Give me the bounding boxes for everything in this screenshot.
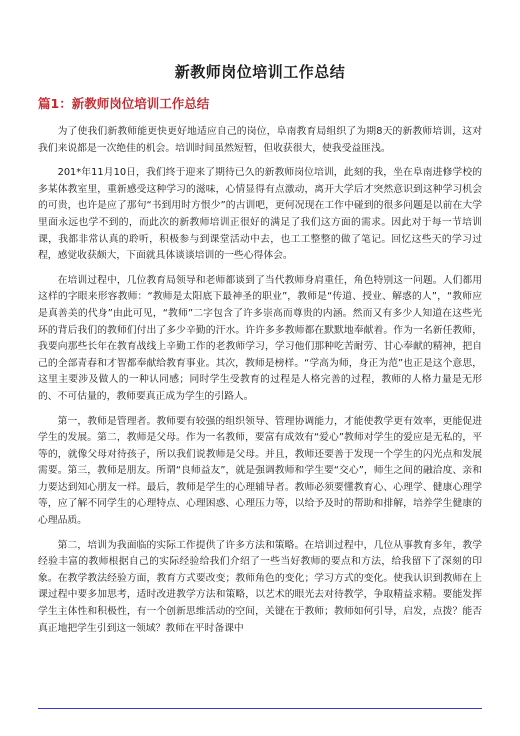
paragraph-5: 第二，培训为我面临的实际工作提供了许多方法和策略。在培训过程中，几位从事教育多年，教学经验丰富的教师根据自己的实际经验给我们介绍了一些当好教师的要点和方法，给我留下了深刻的印象。在教学教法经验方面，教育方式要改变；教师角色的变化；学习方式的变化。使我认识到教师在上课过程中要多加思考，适时改进教学方法和策略，以艺术的眼光去对待教学，争取精益求精。要能发挥学生主体性和积极性，有一个创新思维活动的空间，关键在于教师；教师如何引导，启发，点拨？能否真正地把学生引到这一领域？教师在平时备课中 <box>38 539 482 634</box>
document-title: 新教师岗位培训工作总结 <box>174 63 346 81</box>
paragraph-2: 201*年11月10日，我们终于迎来了期待已久的新教师岗位培训，此刻的我，坐在阜南进修学校的多某体教室里，重新感受这种学习的滋味，心情显得有点激动，离开大学后才突然意识到这种学习机会的可贵，也许是应了那句“书到用时方恨少”的古训吧，更何况现在工作中碰到的很多问题是以前在大学里面永远也学不到的，而此次的新教师培训正很好的满足了我们这方面的需求。因此对于每一节培训课，我都非常认真的聆听，积极参与到课堂活动中去，也工工整整的做了笔记。回忆这些天的学习过程，感觉收获颇大，下面就具体谈谈培训的一些心得体会。 <box>38 167 482 262</box>
paragraph-1: 为了使我们新教师能更快更好地适应自己的岗位，阜南教育局组织了为期8天的新教师培训，这对我们来说都是一次绝佳的机会。培训时间虽然短暂，但收获很大，使我受益匪浅。 <box>38 126 482 154</box>
bottom-rule <box>38 708 482 709</box>
paragraph-3: 在培训过程中，几位教育局领导和老师都谈到了当代教师身肩重任，角色特别这一问题。人们都用这样的字眼来形容教师：“教师是太阳底下最神圣的职业”，教师是“传道、授业、解惑的人”，“教师应是真善美的代身”由此可见，“教师”二字包含了许多崇高而尊贵的内涵。然而又有多少人知道在这些光环的背后我们的教师们付出了多少辛勤的汗水。许许多多教师都在默默地奉献着。作为一名新任教师，我要向那些长年在教育战线上辛勤工作的老教师学习，学习他们那种吃苦耐劳、甘心奉献的精神，把自己的全部青春和才智都奉献给教育事业。其次，教师是榜样。“学高为师，身正为范”也正是这个意思，这里主要涉及做人的一种认同感；同时学生受教育的过程是人格完善的过程，教师的人格力量是无形的、不可估量的，教师要真正成为学生的引路人。 <box>38 274 482 402</box>
paragraph-4: 第一，教师是管理者。教师要有较强的组织领导、管理协调能力，才能使教学更有效率，更能促进学生的发展。第二，教师是父母。作为一名教师，要富有成效有“爱心”教师对学生的爱应是无私的，平等的，就像父母对待孩子，所以我们说教师是父母。并且，教师还要善于发现一个学生的闪光点和发展需要。第三，教师是朋友。所谓“良师益友”，就是强调教师和学生要“交心”，师生之间的融洽度、亲和力要达到知心朋友一样。最后，教师是学生的心理辅导者。教师必须要懂教育心、心理学、健康心理学等，应了解不同学生的心理特点、心理困惑、心理压力等，以给予及时的帮助和排解，培养学生健康的心理品质。 <box>38 415 482 527</box>
section-heading: 篇1：新教师岗位培训工作总结 <box>38 96 210 111</box>
